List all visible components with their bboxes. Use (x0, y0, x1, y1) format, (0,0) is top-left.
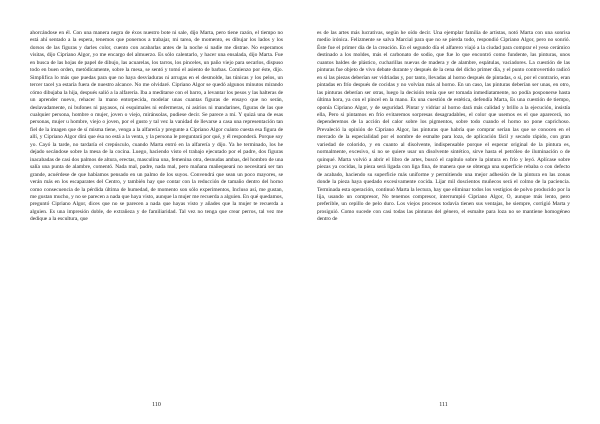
right-page-number: 111 (439, 402, 448, 408)
left-page-number: 110 (152, 402, 161, 408)
right-page-text: es de las artes más lucrativas, según he oído decir. Una ejemplar familia de artistas, notó Marta con una sonrisa medio irónica. Felizmente se salva Marcial para que no se pierda todo, respondió Cipriano Algor, pero no sonrió. Éste fue el primer día de la creación. En el segundo día el alfarero viajó a la ciudad para comprar el yeso cerámico destinado a los moldes, más el carbonato de sodio, que fue lo que encontró como fundente, las pinturas, unos cuantos baldes de plástico, cucharillas nuevas de madera y de alambre, espátulas, vaciadores. La cuestión de las pinturas fue objeto de vivo debate durante y después de la cena del dicho primer día, y el punto controvertido radicó en si las piezas deberían ser vidriadas y, por tanto, llevadas al horno después de pintadas, o si, por el contrario, eran pintadas en frío después de cocidas y no volvían más al horno. En un caso, las pinturas deberían ser unas, en otro, las pinturas deberían ser otras, luego la decisión tenía que ser tomada inmediatamente, no podía posponerse hasta última hora, ya con el pincel en la mano. Es una cuestión de estética, defendía Marta, Es una cuestión de tiempo, oponía Cipriano Algor, y de seguridad. Pintar y vidriar al horno dará más calidad y brillo a la ejecución, insistía ella, Pero si pintamos en frío evitaremos sorpresas desagradables, el color que usemos es el que aparecerá, no dependeremos de la acción del calor sobre los pigmentos, sobre todo cuando el horno no pone caprichoso. Prevaleció la opinión de Cipriano Algor, las pinturas que habría que comprar serían las que se conocen en el mercado de la especialidad por el nombre de esmalte para loza, de aplicación fácil y secado rápido, con gran variedad de colorido, y en cuanto al disolvente, indispensable porque el esperar original de la pintura es, normalmente, excesivo, si no se quiere usar un disolvente sintético, sirve hasta el petróleo de iluminación o de quinqué. Marta volvió a abrir el libro de artes, buscó el capítulo sobre la pintura en frío y leyó. Aplícase sobre piezas ya cocidas, la pieza será ligada con liga fina, de manera que se obtenga una superficie rebaba o con defecto de acabado, haciendo su superficie más uniforme y permitiendo una mejor adhesión de la pintura en las zonas donde la pieza haya quedado excesivamente cocida. Lijar mil doscientos muñecos será el colmo de la paciencia. Terminada esta operación, continuó Marta la lectura, hay que eliminar todos los vestigios de polvo producido por la lija, usando un compresor, No tenemos compresor, interrumpió Cipriano Algor, O, aunque más lento, pero preferible, un cepillo de pelo duro. Los viejos procesos todavía tienen sus ventajas, he siempre, corrigió Marta y prosiguió. Como sucede con casi todas las pinturas del género, el esmalte para loza no se mantiene homogéneo dentro de (317, 30, 570, 223)
left-page (30, 30, 283, 408)
left-page-text: ahorcándose en él. Con una manera negra de éxos nuestro bote ni sale, dijo Marta, pero tiene razón, el tiempo no está ahí sentado a la espera, tenemos que ponernos a trabajar, mi tarea, de momento, es dibujar los lados y los dorsos de las figuras y darles color, cuento con acabarlas antes de la noche si nadie me distrae. No esperamos visitas, dijo Cipriano Algor, yo me encargo del almuerzo. Es sólo calentarlo, y hacer una ensalada, dijo Marta. Fue en busca de las hojas de papel de dibujo, las acuarelas, los tarros, los pinceles, un paño viejo para secarlos, dispuso todo en buen orden, metódicamente, sobre la mesa, se sentó y tomó el asiento de barbas. Comienzo por éste, dijo. Simplifica lo más que puedas para que no haya desvíaduras ni arrugas en el desmolde, las túnicas y los pelos, un tercer tacel ya estaría fuera de nuestro alcance. No me olvidaré. Cipriano Algor se quedó algunos minutos mirando cómo dibujaba la hija, después salió a la alfarería. Iba a meditarse con el barro, a levantar los pesos y las halteras de un aprender nuevo, rehacer la mano entorpecida, modelar unas cuantas figuras de ensayo que no serán, deslavadamente, ni bufones ni payasos, ni esquimales ni enfermeras, ni asirios ni mandarines, figuras de las que cualquier persona, hombre o mujer, joven o viejo, miránsolas, pudiese decir. Se parece a mí. Y quizá una de esas personas, mujer u hombre, viejo o joven, por el gusto y tal vez la vanidad de llevarse a casa una representación tan fiel de la imagen que de sí misma tiene, venga a la alfarería y pregunte a Cipriano Algor cuánto cuesta esa figura de allí, y Cipriano Algor dirá que ésa no está a la venta, y la persona le preguntará por qué, y él responderá. Porque soy yo. Cayó la tarde, no tardaría el crepúsculo, cuando Marta entró en la alfarería y dijo. Ya he terminado, los he dejado secándose sobre la mesa de la cocina. Luego, haciendo visto el trabajo ejecutado por el padre, dos figuras inacabadas de casi dos palmos de altura, erectas, masculina una, femenina otra, desnudas ambas, del hombro de una salía una punta de alambre, comentó. Nada mal, padre, nada mal, pero mañana mañequeará no necesitará ser tan grande, acuérdese de que habíamos pensado en un palmo de los suyos. Convendrá que sean un poco mayores, se verán más en los escaparates del Centro, y también hay que contar con la reducción de tamaño dentro del horno como consecuencia de la pérdida última de humedad, de momento son sólo experimentos, Incluso así, me gustan, me gustan mucho, y no se parecen a nada que haya visto, aunque la mujer me recuerda a alguien. En qué quedamos, preguntó Cipriano Algor, dices que no se parecen a nada que hayas visto y añades que la mujer te recuerda a alguien. Es una impresión doble, de extrañeza y de familiaridad. Tal vez no tenga que crear perros, tal vez me dedique a la escultura, que (30, 30, 283, 223)
right-page (317, 30, 570, 408)
